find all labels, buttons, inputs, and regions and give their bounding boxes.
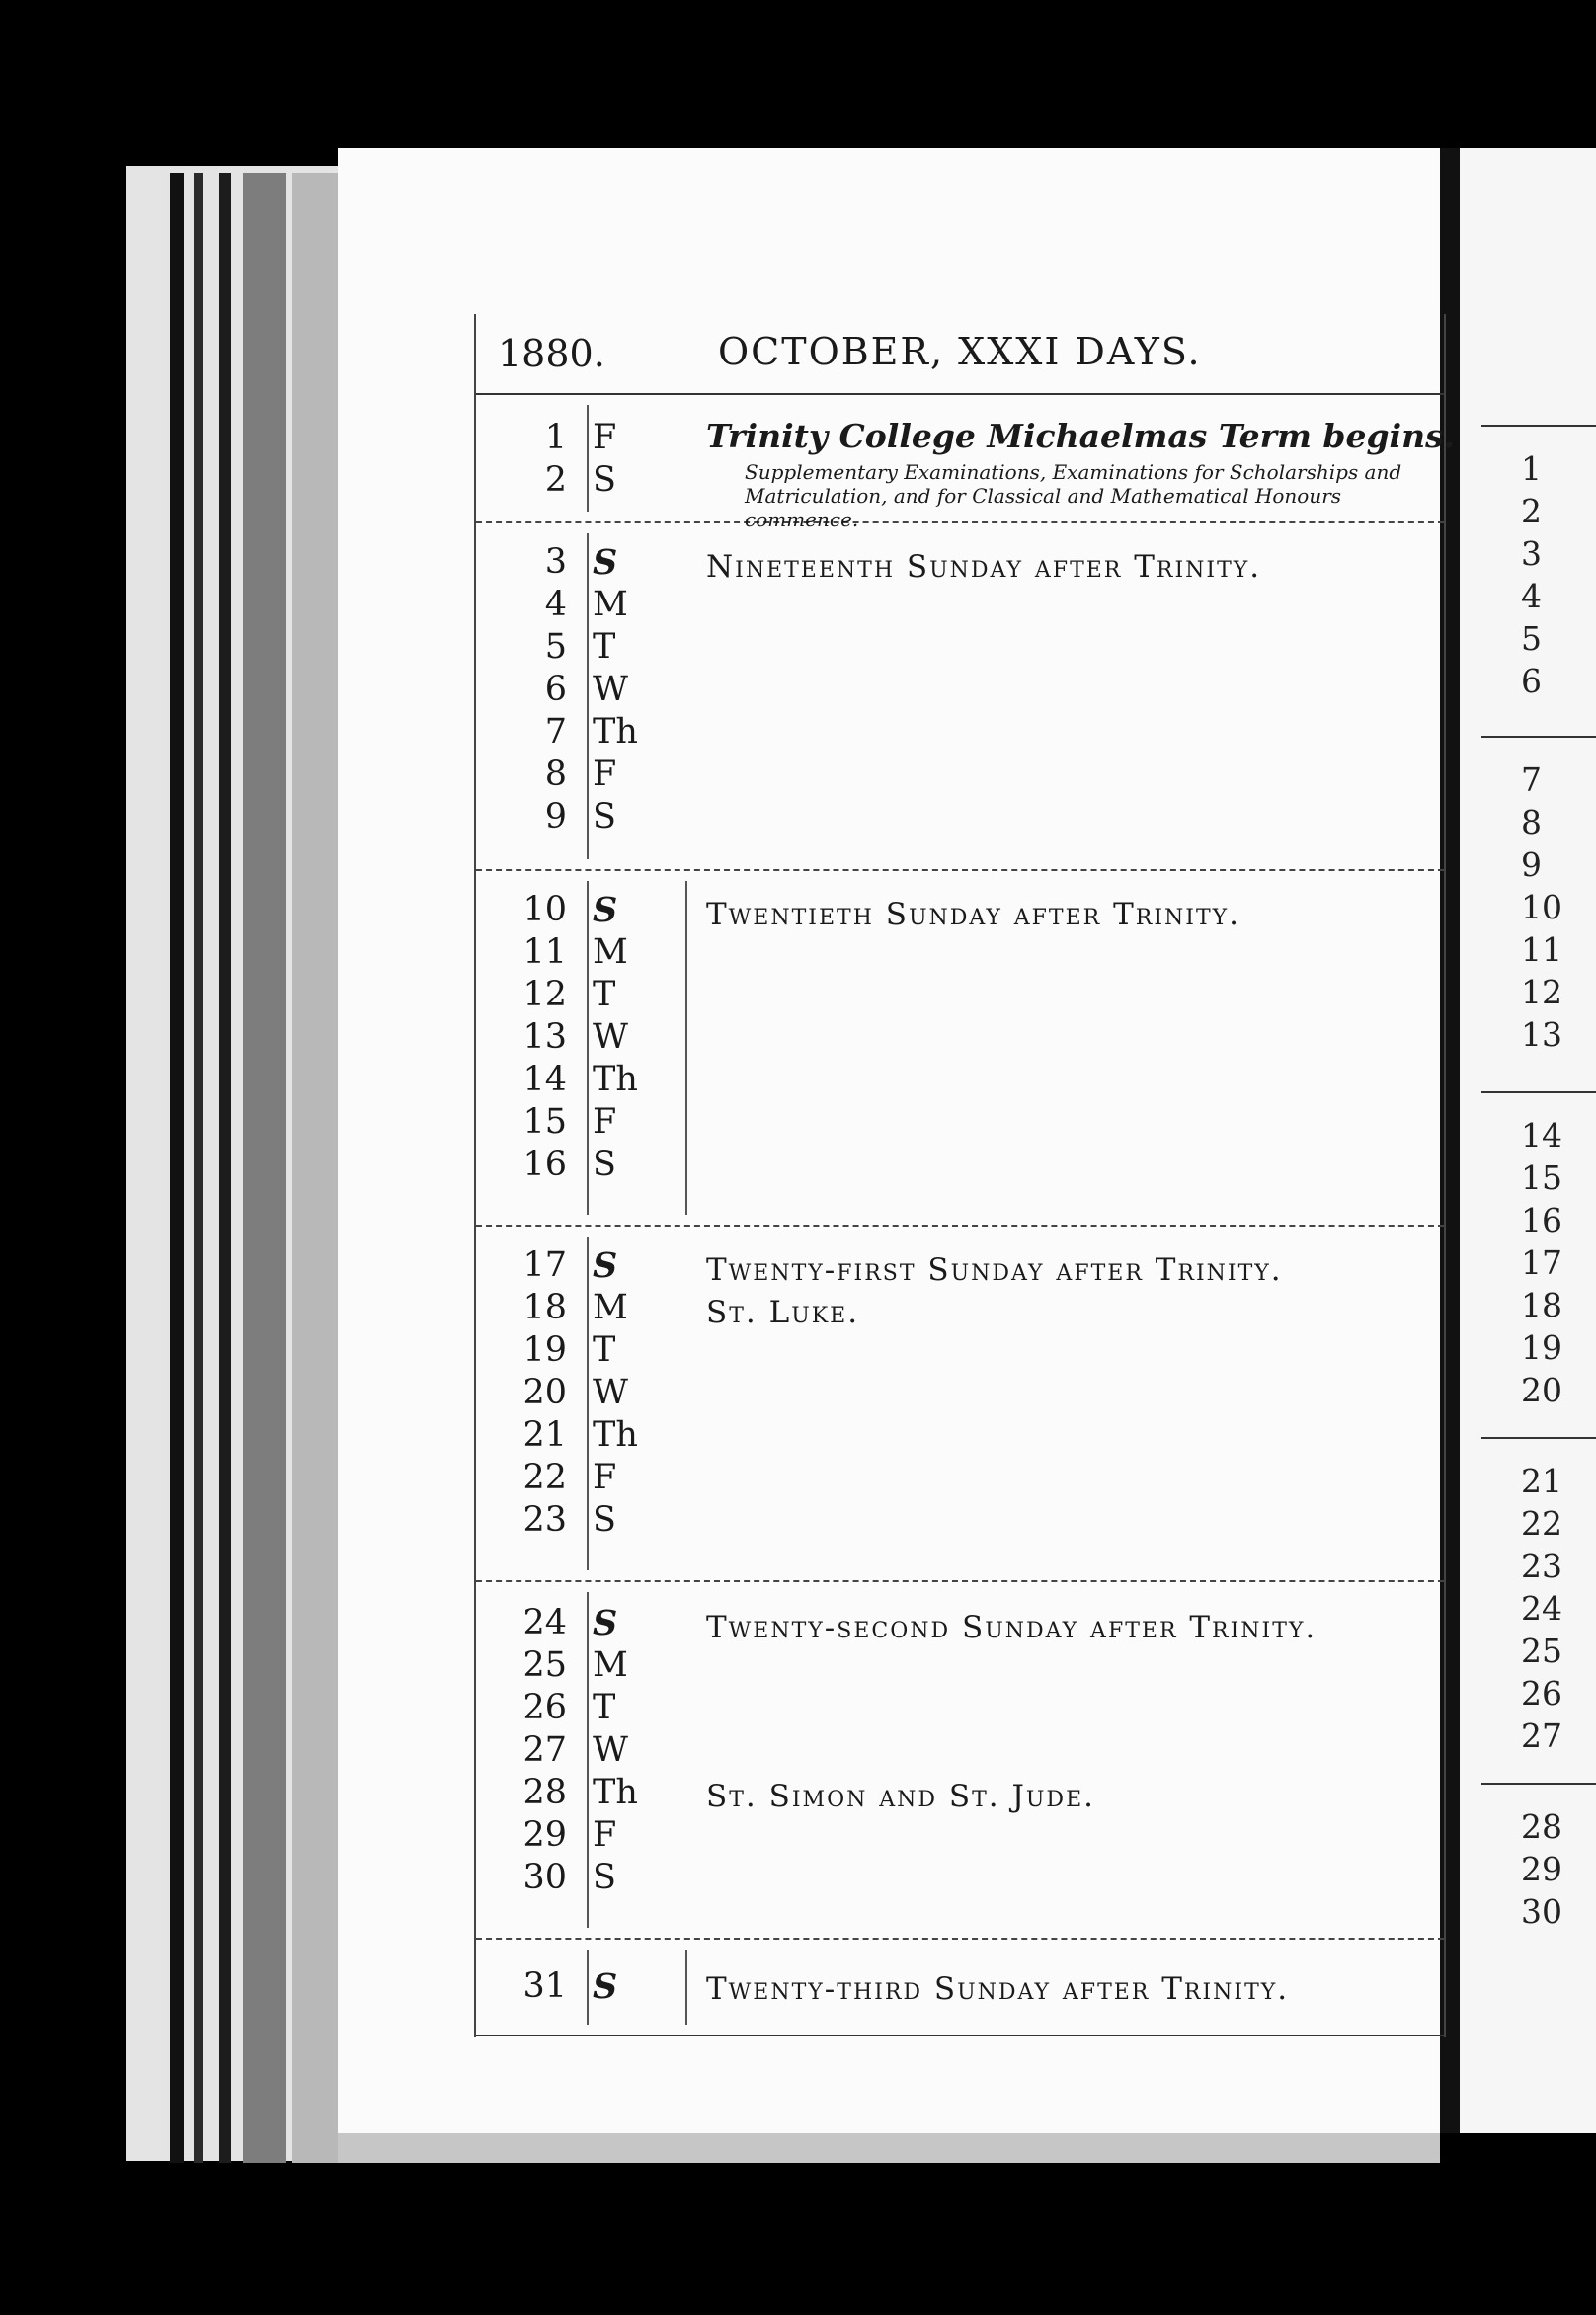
weekday: M bbox=[593, 585, 628, 624]
weekday: Th bbox=[593, 1060, 638, 1099]
facing-page-day-number: 20 bbox=[1521, 1371, 1562, 1409]
page-stack-edge bbox=[219, 173, 231, 2163]
day-number: 9 bbox=[544, 797, 567, 837]
day-row bbox=[476, 1414, 674, 1457]
day-row bbox=[476, 1016, 674, 1059]
day-row bbox=[476, 1244, 674, 1287]
day-number: 22 bbox=[522, 1458, 567, 1497]
day-row bbox=[476, 584, 674, 626]
calendar-month-title: OCTOBER, XXXI DAYS. bbox=[718, 330, 1202, 373]
day-number: 11 bbox=[522, 932, 567, 972]
day-row bbox=[476, 1772, 674, 1814]
page-stack-edge bbox=[292, 173, 338, 2163]
day-row bbox=[476, 1457, 674, 1499]
day-row bbox=[476, 1965, 674, 2008]
event-note: Twenty-third Sunday after Trinity. bbox=[706, 1971, 1290, 2007]
day-number: 16 bbox=[522, 1145, 567, 1184]
calendar-header bbox=[476, 314, 1444, 395]
calendar-year: 1880. bbox=[498, 332, 605, 375]
facing-page-day-number: 22 bbox=[1521, 1504, 1562, 1543]
weekday: S bbox=[593, 1966, 618, 2007]
weekday: F bbox=[593, 1815, 617, 1855]
weekday: F bbox=[593, 755, 617, 794]
day-number: 5 bbox=[544, 627, 567, 667]
day-row bbox=[476, 1144, 674, 1186]
facing-page-week-divider bbox=[1481, 1783, 1596, 1785]
weekday: T bbox=[593, 975, 616, 1014]
day-number: 17 bbox=[522, 1245, 567, 1285]
day-number: 15 bbox=[522, 1102, 567, 1142]
facing-page-day-number: 15 bbox=[1521, 1158, 1562, 1197]
day-number: 2 bbox=[544, 460, 567, 500]
facing-page-day-number: 29 bbox=[1521, 1850, 1562, 1888]
weekday: S bbox=[593, 542, 618, 583]
facing-page-week-divider bbox=[1481, 736, 1596, 738]
page-bottom-edge bbox=[338, 2133, 1440, 2163]
facing-page-day-number: 16 bbox=[1521, 1201, 1562, 1239]
facing-page-day-number: 21 bbox=[1521, 1462, 1562, 1500]
day-number: 20 bbox=[522, 1373, 567, 1412]
weekday: S bbox=[593, 1858, 616, 1897]
weekday: M bbox=[593, 1288, 628, 1327]
day-number: 24 bbox=[522, 1603, 567, 1642]
day-number: 25 bbox=[522, 1645, 567, 1685]
day-row bbox=[476, 417, 674, 459]
facing-page-day-number: 12 bbox=[1521, 973, 1562, 1011]
day-number: 13 bbox=[522, 1017, 567, 1057]
week-block bbox=[476, 1940, 1444, 2036]
facing-page-day-number: 11 bbox=[1521, 930, 1562, 969]
weekday: Th bbox=[593, 712, 638, 752]
week-block bbox=[476, 523, 1444, 871]
day-number: 31 bbox=[522, 1966, 567, 2006]
weekday: W bbox=[593, 670, 628, 709]
day-number: 3 bbox=[544, 542, 567, 582]
day-row bbox=[476, 1644, 674, 1687]
day-row bbox=[476, 459, 674, 502]
event-note: Twenty-first Sunday after Trinity. bbox=[706, 1252, 1283, 1288]
day-number: 27 bbox=[522, 1730, 567, 1770]
facing-page-day-number: 7 bbox=[1521, 760, 1542, 799]
weekday: T bbox=[593, 1688, 616, 1727]
facing-page-day-number: 1 bbox=[1521, 449, 1542, 488]
facing-page-day-number: 2 bbox=[1521, 492, 1542, 530]
facing-page-day-number: 25 bbox=[1521, 1632, 1562, 1670]
day-row bbox=[476, 889, 674, 931]
facing-page-day-number: 14 bbox=[1521, 1116, 1562, 1155]
week-block bbox=[476, 1582, 1444, 1940]
page-stack-edge bbox=[194, 173, 203, 2163]
day-row bbox=[476, 541, 674, 584]
weekday: S bbox=[593, 797, 616, 837]
day-row bbox=[476, 974, 674, 1016]
day-row bbox=[476, 1329, 674, 1372]
weekday: F bbox=[593, 1102, 617, 1142]
event-note: St. Luke. bbox=[706, 1295, 860, 1330]
day-number: 14 bbox=[522, 1060, 567, 1099]
day-number: 4 bbox=[544, 585, 567, 624]
weekday: S bbox=[593, 460, 616, 500]
weekday: S bbox=[593, 890, 618, 930]
day-row bbox=[476, 1059, 674, 1101]
week-block bbox=[476, 395, 1456, 531]
day-row bbox=[476, 1602, 674, 1644]
column-divider bbox=[685, 881, 687, 1215]
event-subtext: Supplementary Examinations, Examinations for Scholarships and Matriculation, and for Classical and Mathematical Honours commence. bbox=[745, 460, 1402, 531]
facing-page-day-number: 9 bbox=[1521, 845, 1542, 884]
day-row bbox=[476, 1814, 674, 1857]
day-row bbox=[476, 1687, 674, 1729]
weekday: Th bbox=[593, 1415, 638, 1455]
day-number: 23 bbox=[522, 1500, 567, 1540]
facing-page-day-number: 27 bbox=[1521, 1716, 1562, 1755]
day-number: 26 bbox=[522, 1688, 567, 1727]
weekday: M bbox=[593, 1645, 628, 1685]
weekday: T bbox=[593, 1330, 616, 1370]
facing-page-day-number: 8 bbox=[1521, 803, 1542, 841]
weekday: W bbox=[593, 1373, 628, 1412]
facing-page-day-number: 17 bbox=[1521, 1243, 1562, 1282]
day-row bbox=[476, 1287, 674, 1329]
week-block bbox=[476, 1227, 1444, 1582]
weekday: F bbox=[593, 1458, 617, 1497]
weekday: Th bbox=[593, 1773, 638, 1812]
day-number: 8 bbox=[544, 755, 567, 794]
day-number: 1 bbox=[544, 418, 567, 457]
facing-page-day-number: 18 bbox=[1521, 1286, 1562, 1324]
calendar-table bbox=[474, 314, 1456, 2037]
day-row bbox=[476, 1729, 674, 1772]
facing-page-day-number: 26 bbox=[1521, 1674, 1562, 1713]
day-row bbox=[476, 1857, 674, 1899]
event-heading: Trinity College Michaelmas Term begins. bbox=[706, 417, 1456, 455]
day-number: 30 bbox=[522, 1858, 567, 1897]
event-note: St. Simon and St. Jude. bbox=[706, 1779, 1095, 1814]
facing-page-week-divider bbox=[1481, 1437, 1596, 1439]
weekday: T bbox=[593, 627, 616, 667]
day-number: 28 bbox=[522, 1773, 567, 1812]
day-row bbox=[476, 669, 674, 711]
week-block bbox=[476, 871, 1444, 1227]
day-number: 29 bbox=[522, 1815, 567, 1855]
day-row bbox=[476, 796, 674, 838]
facing-page-day-number: 6 bbox=[1521, 662, 1542, 700]
day-number: 12 bbox=[522, 975, 567, 1014]
weekday: W bbox=[593, 1730, 628, 1770]
day-number: 7 bbox=[544, 712, 567, 752]
facing-page-day-number: 5 bbox=[1521, 619, 1542, 658]
day-number: 18 bbox=[522, 1288, 567, 1327]
column-divider bbox=[685, 1950, 687, 2025]
facing-page-day-number: 24 bbox=[1521, 1589, 1562, 1628]
facing-page-day-number: 23 bbox=[1521, 1547, 1562, 1585]
facing-page-day-number: 4 bbox=[1521, 577, 1542, 615]
event-note: Twentieth Sunday after Trinity. bbox=[706, 897, 1241, 932]
event-note: Twenty-second Sunday after Trinity. bbox=[706, 1610, 1317, 1645]
facing-page-day-number: 3 bbox=[1521, 534, 1542, 573]
day-row bbox=[476, 931, 674, 974]
day-number: 6 bbox=[544, 670, 567, 709]
facing-page-day-number: 10 bbox=[1521, 888, 1562, 926]
day-row bbox=[476, 1101, 674, 1144]
facing-page-day-number: 13 bbox=[1521, 1015, 1562, 1054]
event-note: Nineteenth Sunday after Trinity. bbox=[706, 549, 1262, 585]
day-number: 19 bbox=[522, 1330, 567, 1370]
facing-page-day-number: 19 bbox=[1521, 1328, 1562, 1367]
day-row bbox=[476, 1372, 674, 1414]
day-number: 10 bbox=[522, 890, 567, 929]
page-stack-edge bbox=[243, 173, 286, 2163]
facing-page-week-divider bbox=[1481, 1091, 1596, 1093]
day-row bbox=[476, 711, 674, 754]
facing-page-day-number: 28 bbox=[1521, 1807, 1562, 1846]
weekday: S bbox=[593, 1245, 618, 1286]
weekday: S bbox=[593, 1603, 618, 1643]
weekday: F bbox=[593, 418, 617, 457]
day-row bbox=[476, 754, 674, 796]
weekday: M bbox=[593, 932, 628, 972]
facing-page-day-number: 30 bbox=[1521, 1892, 1562, 1931]
day-row bbox=[476, 626, 674, 669]
weekday: W bbox=[593, 1017, 628, 1057]
day-number: 21 bbox=[522, 1415, 567, 1455]
facing-page-week-divider bbox=[1481, 425, 1596, 427]
page-stack-edge bbox=[170, 173, 184, 2163]
day-row bbox=[476, 1499, 674, 1542]
weekday: S bbox=[593, 1145, 616, 1184]
weekday: S bbox=[593, 1500, 616, 1540]
